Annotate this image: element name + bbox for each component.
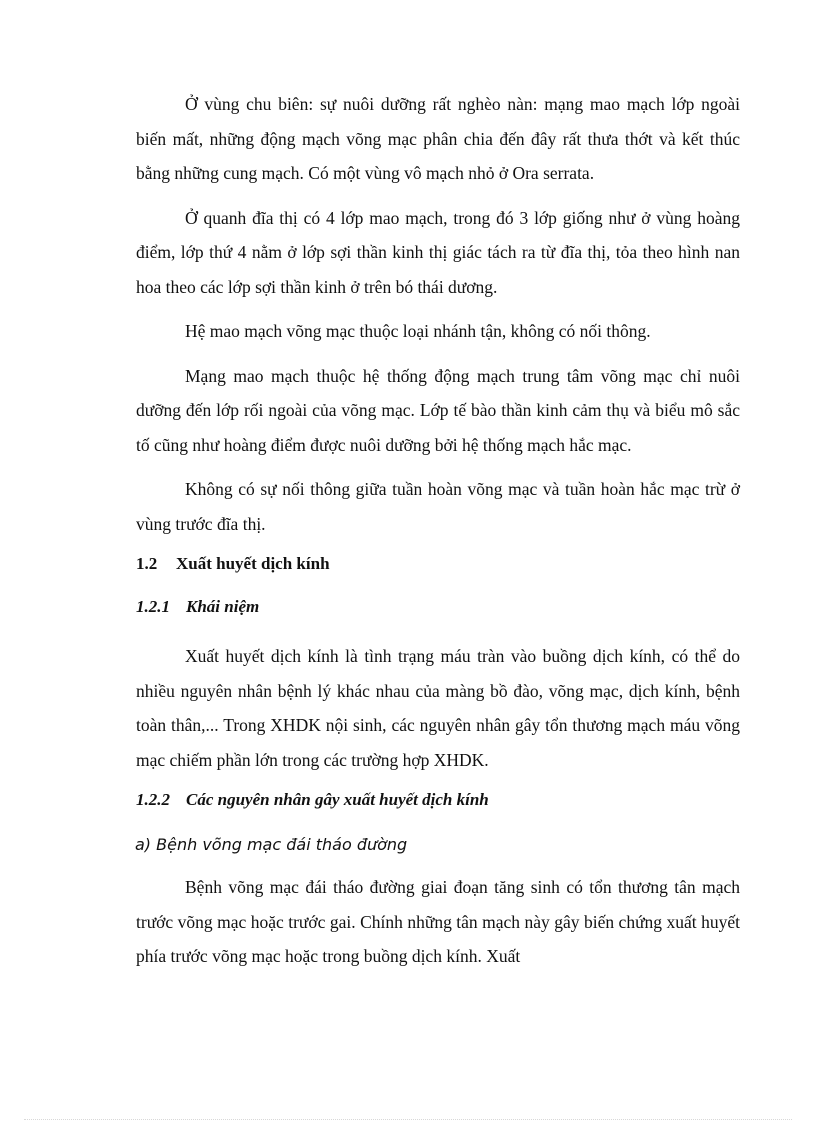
page-bottom-divider (24, 1119, 792, 1120)
paragraph-no-anastomosis: Không có sự nối thông giữa tuần hoàn võng mạc và tuần hoàn hắc mạc trừ ở vùng trước đĩa thị. (136, 479, 740, 534)
paragraph-end-branch: Hệ mao mạch võng mạc thuộc loại nhánh tận, không có nối thông. (185, 321, 651, 341)
subsection-number: 1.2.2 (136, 790, 170, 809)
paragraph-capillary-network: Mạng mao mạch thuộc hệ thống động mạch trung tâm võng mạc chỉ nuôi dưỡng đến lớp rối ngoài của võng mạc. Lớp tế bào thần kinh cảm thụ và biểu mô sắc tố cũng như hoàng điểm được nuôi dưỡng bởi hệ thống mạch hắc mạc. (136, 365, 740, 455)
paragraph-definition: Xuất huyết dịch kính là tình trạng máu tràn vào buồng dịch kính, có thể do nhiều nguyên nhân bệnh lý khác nhau của màng bồ đào, võng mạc, dịch kính, bệnh toàn thân,... Trong XHDK nội sinh, các nguyên nhân gây tổn thương mạch máu võng mạc chiếm phần lớn trong các trường hợp XHDK. (136, 646, 740, 770)
paragraph-peripheral-zone: Ở vùng chu biên: sự nuôi dưỡng rất nghèo nàn: mạng mao mạch lớp ngoài biến mất, những động mạch võng mạc phân chia đến đây rất thưa thớt và kết thúc bằng những cung mạch. Có một vùng vô mạch nhỏ ở Ora serrata. (136, 94, 740, 183)
subsection-heading-concept (136, 594, 740, 620)
paragraph-optic-disc: Ở quanh đĩa thị có 4 lớp mao mạch, trong đó 3 lớp giống như ở vùng hoàng điểm, lớp thứ 4 nằm ở lớp sợi thần kinh thị giác tách ra từ đĩa thị, tỏa theo hình nan hoa theo các lớp sợi thần kinh ở trên bó thái dương. (136, 207, 740, 297)
subsection-title: Các nguyên nhân gây xuất huyết dịch kính (186, 790, 489, 809)
section-number: 1.2 (136, 554, 158, 573)
section-heading (136, 551, 740, 577)
subsection-number: 1.2.1 (136, 597, 170, 616)
subsection-heading-causes (136, 787, 740, 813)
paragraph-diabetic-retinopathy: Bệnh võng mạc đái tháo đường giai đoạn tăng sinh có tổn thương tân mạch trước võng mạc hoặc trước gai. Chính những tân mạch này gây biến chứng xuất huyết phía trước võng mạc hoặc trong buồng dịch kính. Xuất (136, 877, 740, 966)
document-page (136, 87, 740, 984)
section-title: Xuất huyết dịch kính (176, 554, 330, 573)
subsection-title: Khái niệm (186, 597, 260, 616)
item-heading-diabetic-retinopathy: a) Bệnh võng mạc đái tháo đường (135, 835, 408, 854)
